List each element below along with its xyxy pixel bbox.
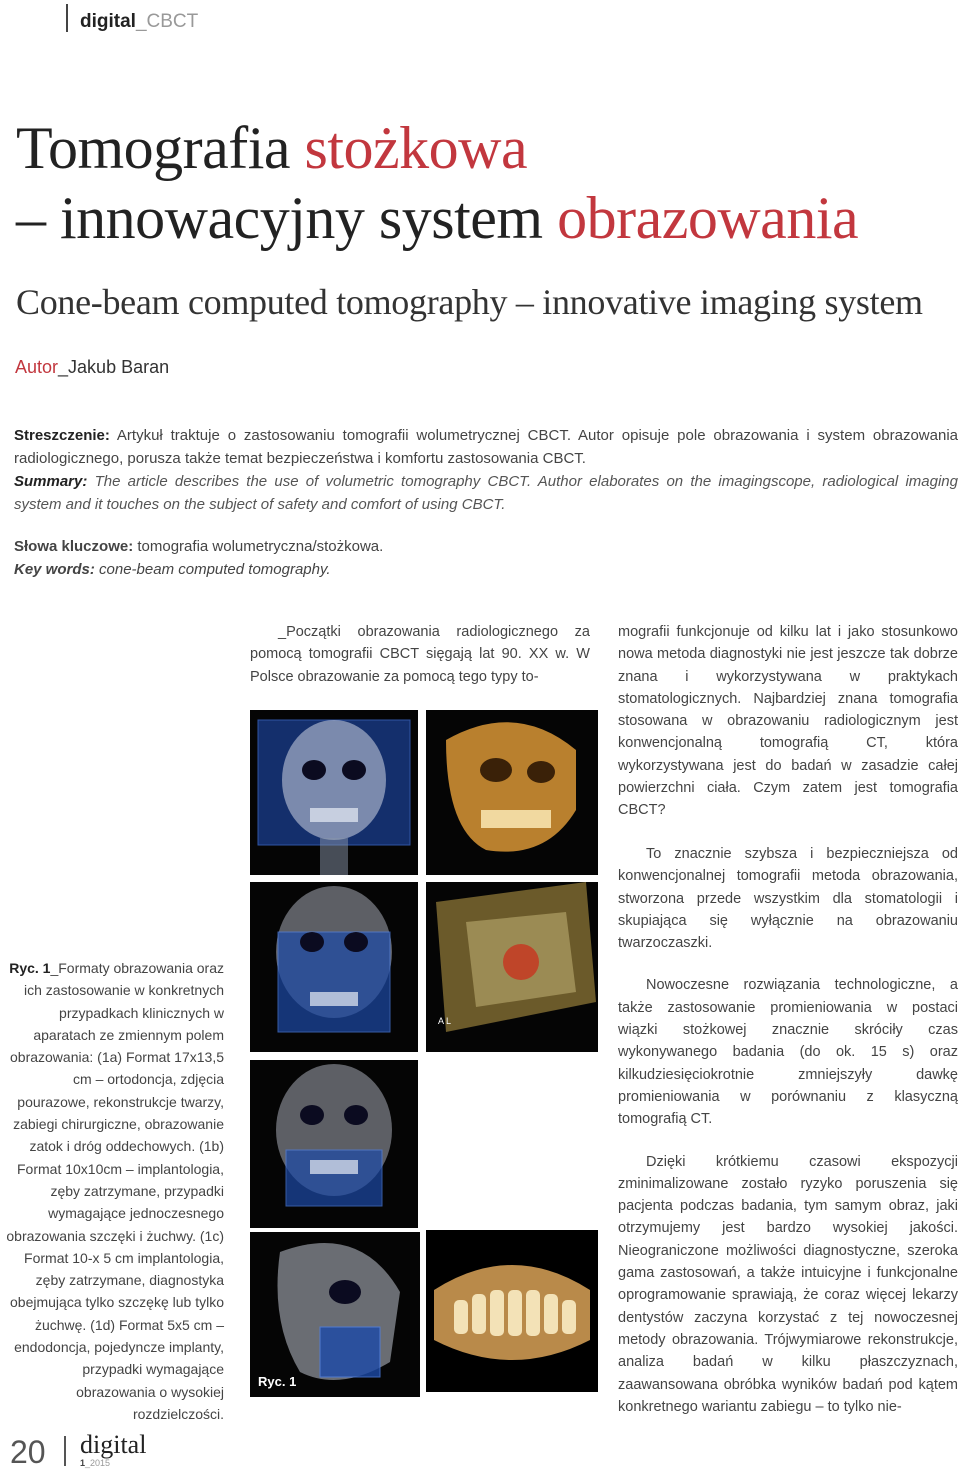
ct-image-skull-lateral	[250, 1232, 420, 1397]
right-column-top	[618, 621, 958, 842]
ct-image-jaw-cross-section	[426, 882, 598, 1052]
author-label: Autor	[15, 357, 59, 377]
section-header	[80, 11, 198, 33]
ct-image-skull-blue-mid	[250, 882, 418, 1052]
header-section: _CBCT	[135, 11, 199, 32]
figure-caption	[0, 957, 224, 1425]
footer-brand: digital	[80, 1430, 147, 1459]
right-paragraph-4: Dzięki krótkiemu czasowi ekspozycji zminimalizowane zostało ryzyko poruszenia się pacjenta podczas badania, tym samym obraz, jaki otrzymujemy jest bardzo wysokiej jakości. Nieograniczone możliwości diagnostyczne, szeroka gama zastosowań, a także intuicyjne i funkcjonalne oprogramowanie sprawiają, że coraz więcej lekarzy dentystów zaczyna korzystać z tej nowoczesnej metody obrazowania. Trójwymiarowe rekonstrukcje, analiza badań w kilku płaszczyznach, zaawansowana obróbka wyników badań pod kątem konkretnego wariantu zabiegu – to tylko nie-	[618, 1153, 958, 1415]
caption-text: _Formaty obrazowania oraz ich zastosowanie w konkretnych przypadkach klinicznych w aparatach ze zmiennym polem obrazowania: (1a) Format 17x13,5 cm – ortodoncja, zdjęcia pourazowe, rekonstrukcje twarzy, zabiegi chirurgiczne, obrazowanie zatok i dróg oddechowych. (1b) Format 10x10cm – implantologia, zęby zatrzymane, przypadki wymagające jednoczesnego obrazowania szczęki i żuchwy. (1c) Format 10-x 5 cm implantologia, zęby zatrzymane, diagnostyka obejmująca tylko szczękę lub tylko żuchwę. (1d) Format 5x5 cm – endodoncja, pojedyncze implanty, przypadki wymagające obrazowania o wysokiej rozdzielczości.	[6, 960, 224, 1422]
footer-issue	[80, 1458, 110, 1468]
page-number: 20	[10, 1434, 46, 1470]
ct-image-skull-3d-oblique	[426, 710, 598, 875]
abstract-en-text: The article describes the use of volumetric tomography CBCT. Author elaborates on the imagingscope, radiological imaging system and it touches on the subject of safety and comfort of using CBCT.	[14, 473, 958, 513]
header-divider	[66, 4, 68, 32]
abstract-pl-label: Streszczenie:	[14, 427, 110, 444]
figure-label: Ryc. 1	[258, 1374, 297, 1389]
keywords	[14, 535, 383, 581]
footer-issue-number: 1	[80, 1458, 86, 1468]
title-line1-black: Tomografia	[16, 115, 305, 181]
author-line	[15, 357, 169, 378]
title-line2-red: obrazowania	[557, 185, 859, 251]
middle-paragraph: _Początki obrazowania radiologicznego za pomocą tomografii CBCT sięgają lat 90. XX w. W Polsce obrazowanie za pomocą tego typy to-	[250, 624, 590, 685]
title-line1-red: stożkowa	[304, 115, 528, 181]
caption-label: Ryc. 1	[9, 960, 51, 976]
keywords-pl-label: Słowa kluczowe:	[14, 538, 134, 555]
abstract	[14, 424, 958, 516]
header-brand: digital	[80, 11, 136, 32]
ct-image-skull-blue-lower	[250, 1060, 418, 1228]
keywords-en	[14, 558, 383, 581]
right-paragraph-3: Nowoczesne rozwiązania technologiczne, a także zastosowanie promieniowania w postaci wiązki stożkowej znacznie skróciły czas wykonywanego badania (do ok. 15 s) oraz kilkudziesięciokrotnie zmniejszyły dawkę promieniowania w porównaniu z klasyczną tomografią CT.	[618, 977, 958, 1128]
keywords-pl-text: tomografia wolumetryczna/stożkowa.	[133, 538, 384, 555]
title-line2-black: – innowacyjny system	[16, 185, 558, 251]
footer-divider	[64, 1436, 66, 1466]
middle-column	[250, 621, 590, 708]
footer-issue-year: _2015	[85, 1458, 111, 1468]
ct-image-teeth-3d	[426, 1230, 598, 1392]
right-column-bottom	[618, 843, 958, 1438]
abstract-en	[14, 470, 958, 516]
abstract-pl-text: Artykuł traktuje o zastosowaniu tomografii wolumetrycznej CBCT. Autor opisuje pole obrazowania i system obrazowania radiologicznego, porusza także temat bezpieczeństwa i komfortu zastosowania CBCT.	[14, 427, 958, 467]
article-subtitle: Cone-beam computed tomography – innovative imaging system	[16, 282, 923, 322]
keywords-en-text: cone-beam computed tomography.	[94, 561, 331, 578]
right-paragraph-1: mografii funkcjonuje od kilku lat i jako stosunkowo nowa metoda diagnostyki nie jest jeszcze tak dobrze znana i wykorzystywana w praktykach stomatologicznych. Najbardziej znana tomografia stosowana w obrazowaniu radiologicznym jest konwencjonalną tomografią CT, która wykorzystywana jest do badań w zasadzie całej powierzchni ciała. Czym zatem jest tomografia CBCT?	[618, 624, 958, 819]
keywords-pl	[14, 535, 383, 558]
abstract-en-label: Summary:	[14, 473, 88, 490]
author-name: _Jakub Baran	[58, 357, 170, 377]
article-title	[16, 113, 858, 253]
keywords-en-label: Key words:	[14, 561, 95, 578]
ct-image-skull-blue-frontal	[250, 710, 418, 875]
figure-marker: A L	[438, 1016, 452, 1026]
abstract-pl	[14, 424, 958, 470]
right-paragraph-2: To znacznie szybsza i bezpieczniejsza od konwencjonalnej tomografii metoda obrazowania, stworzona przede wszystkim dla stomatologii i skupiająca się wyłącznie na obrazowaniu twarzoczaszki.	[618, 846, 958, 952]
